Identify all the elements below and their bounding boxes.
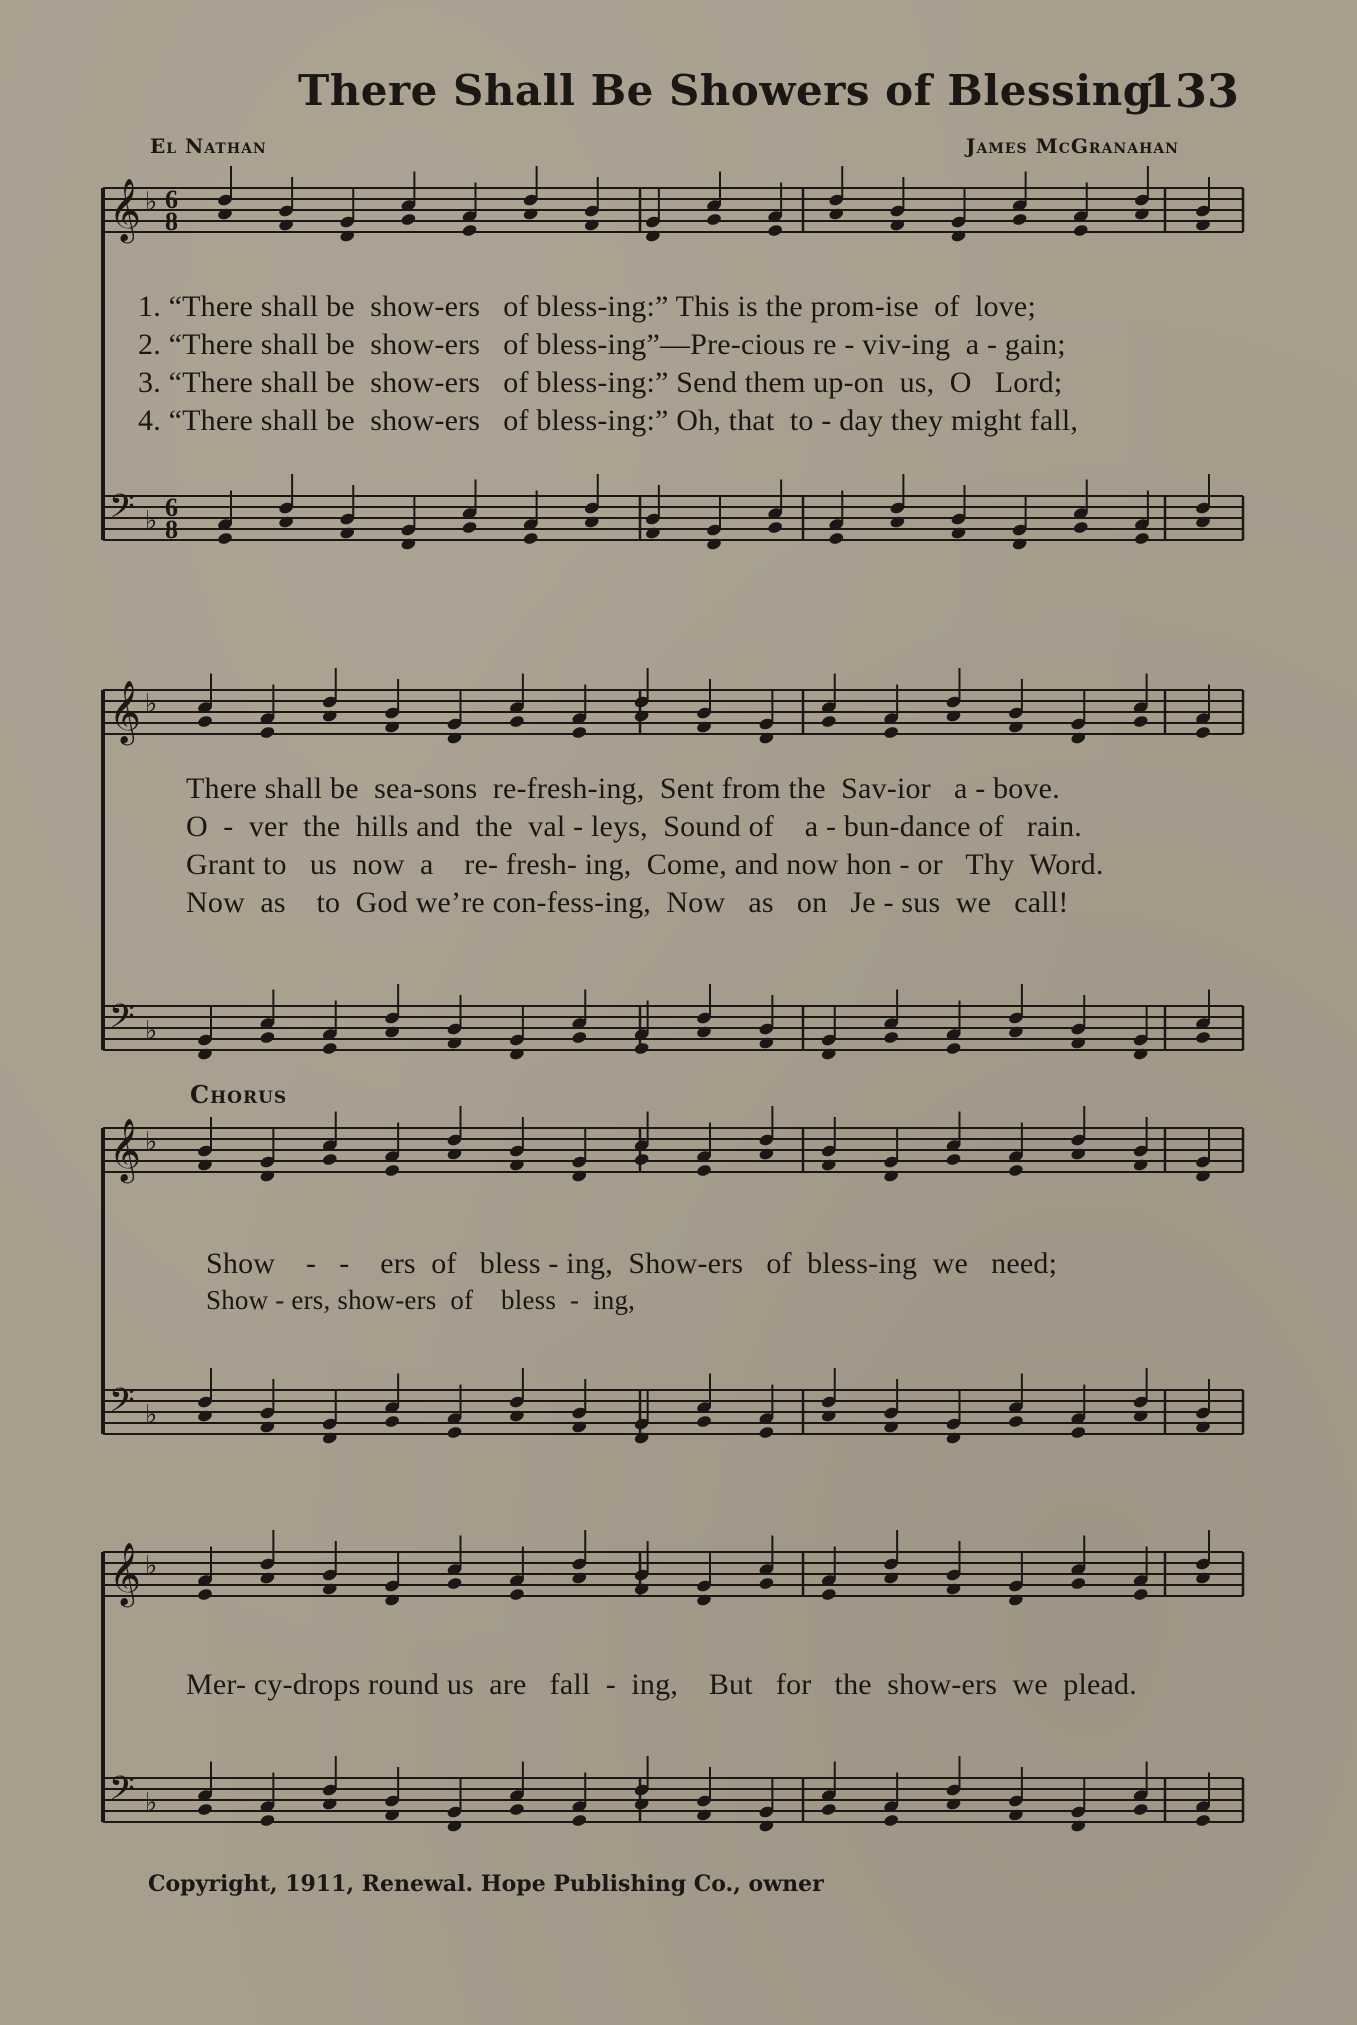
note-head — [259, 725, 276, 739]
note-head — [522, 531, 539, 545]
note-head — [758, 1576, 775, 1590]
note-head — [321, 1041, 338, 1055]
copyright-notice: Copyright, 1911, Renewal. Hope Publishing Co., owner — [148, 1871, 824, 1897]
flat-sign: ♭ — [145, 1016, 158, 1046]
chorus-line-2: Show - ers, show-ers of bless - ing, — [206, 1285, 636, 1315]
note-head — [571, 725, 588, 739]
time-signature-top: 6 — [165, 493, 178, 522]
verse-1-line-a: 1. “There shall be show-ers of bless-ing:” This is the prom-ise of love; — [138, 290, 1036, 323]
note-head — [197, 1587, 214, 1601]
note-head — [1008, 1414, 1025, 1428]
note-head — [1132, 1587, 1149, 1601]
note-head — [696, 1163, 713, 1177]
note-head — [883, 725, 900, 739]
note-head — [758, 1425, 775, 1439]
chorus-line-1: Show - - ers of bless - ing, Show-ers of bless-ing we need; — [206, 1247, 1058, 1280]
note-head — [571, 1813, 588, 1827]
treble-clef: 𝄞 — [109, 178, 141, 241]
flat-sign: ♭ — [145, 1551, 158, 1581]
note-head — [1070, 1576, 1087, 1590]
note-head — [197, 1802, 214, 1816]
treble-clef: 𝄞 — [109, 680, 141, 743]
verse-2-line-a: 2. “There shall be show-ers of bless-ing”—Pre-cious re - viv-ing a - gain; — [138, 328, 1066, 361]
flat-sign: ♭ — [145, 1127, 158, 1157]
note-head — [767, 520, 784, 534]
note-head — [509, 714, 526, 728]
note-head — [1072, 520, 1089, 534]
verse-2-line-b: O - ver the hills and the val - leys, Sound of a - bun-dance of rain. — [186, 810, 1082, 843]
note-head — [509, 1587, 526, 1601]
treble-clef: 𝄞 — [109, 1542, 141, 1605]
composer-credit: James McGranahan — [966, 134, 1179, 158]
note-head — [1195, 1813, 1212, 1827]
note-head — [461, 223, 478, 237]
note-head — [820, 714, 837, 728]
note-head — [197, 714, 214, 728]
note-head — [820, 1587, 837, 1601]
flat-sign: ♭ — [145, 689, 158, 719]
note-head — [259, 1030, 276, 1044]
note-head — [1134, 531, 1151, 545]
note-head — [945, 1041, 962, 1055]
flat-sign: ♭ — [145, 1400, 158, 1430]
hymn-number: 133 — [1143, 64, 1240, 118]
note-head — [767, 223, 784, 237]
note-head — [446, 1576, 463, 1590]
author-credit: El Nathan — [150, 134, 267, 158]
verse-3-line-a: 3. “There shall be show-ers of bless-ing:” Send them up-on us, O Lord; — [138, 366, 1063, 399]
note-head — [1070, 1425, 1087, 1439]
chorus-label: Chorus — [190, 1080, 288, 1109]
note-head — [400, 212, 417, 226]
note-head — [883, 1030, 900, 1044]
verse-1-line-b: There shall be sea-sons re-fresh-ing, Sent from the Sav-ior a - bove. — [186, 772, 1060, 805]
note-head — [820, 1802, 837, 1816]
note-head — [706, 212, 723, 226]
note-head — [446, 1425, 463, 1439]
time-signature-top: 6 — [165, 185, 178, 214]
note-head — [571, 1030, 588, 1044]
note-head — [384, 1414, 401, 1428]
time-signature-bottom: 8 — [165, 515, 178, 544]
note-head — [696, 1414, 713, 1428]
note-head — [1132, 1802, 1149, 1816]
verse-3-line-b: Grant to us now a re- fresh- ing, Come, and now hon - or Thy Word. — [186, 848, 1104, 881]
flat-sign: ♭ — [145, 506, 158, 536]
note-head — [1011, 212, 1028, 226]
time-signature-bottom: 8 — [165, 207, 178, 236]
note-head — [1072, 223, 1089, 237]
note-head — [1008, 1163, 1025, 1177]
flat-sign: ♭ — [145, 187, 158, 217]
note-head — [1132, 714, 1149, 728]
hymn-title: There Shall Be Showers of Blessing — [298, 66, 1153, 115]
note-head — [633, 1152, 650, 1166]
bass-clef: 𝄢 — [109, 998, 135, 1044]
note-head — [384, 1163, 401, 1177]
bass-clef: 𝄢 — [109, 488, 135, 534]
treble-clef: 𝄞 — [109, 1118, 141, 1181]
note-head — [1195, 725, 1212, 739]
note-head — [633, 1041, 650, 1055]
note-head — [1195, 1030, 1212, 1044]
chorus-line-3: Mer- cy-drops round us are fall - ing, But for the show-ers we plead. — [186, 1668, 1137, 1701]
note-head — [828, 531, 845, 545]
note-head — [259, 1813, 276, 1827]
bass-clef: 𝄢 — [109, 1382, 135, 1428]
note-head — [945, 1152, 962, 1166]
bass-clef: 𝄢 — [109, 1770, 135, 1816]
flat-sign: ♭ — [145, 1788, 158, 1818]
note-head — [217, 531, 234, 545]
note-head — [461, 520, 478, 534]
note-head — [321, 1152, 338, 1166]
note-head — [509, 1802, 526, 1816]
verse-4-line-b: Now as to God we’re con-fess-ing, Now as on Je - sus we call! — [186, 886, 1069, 919]
note-head — [883, 1813, 900, 1827]
verse-4-line-a: 4. “There shall be show-ers of bless-ing:” Oh, that to - day they might fall, — [138, 404, 1079, 437]
